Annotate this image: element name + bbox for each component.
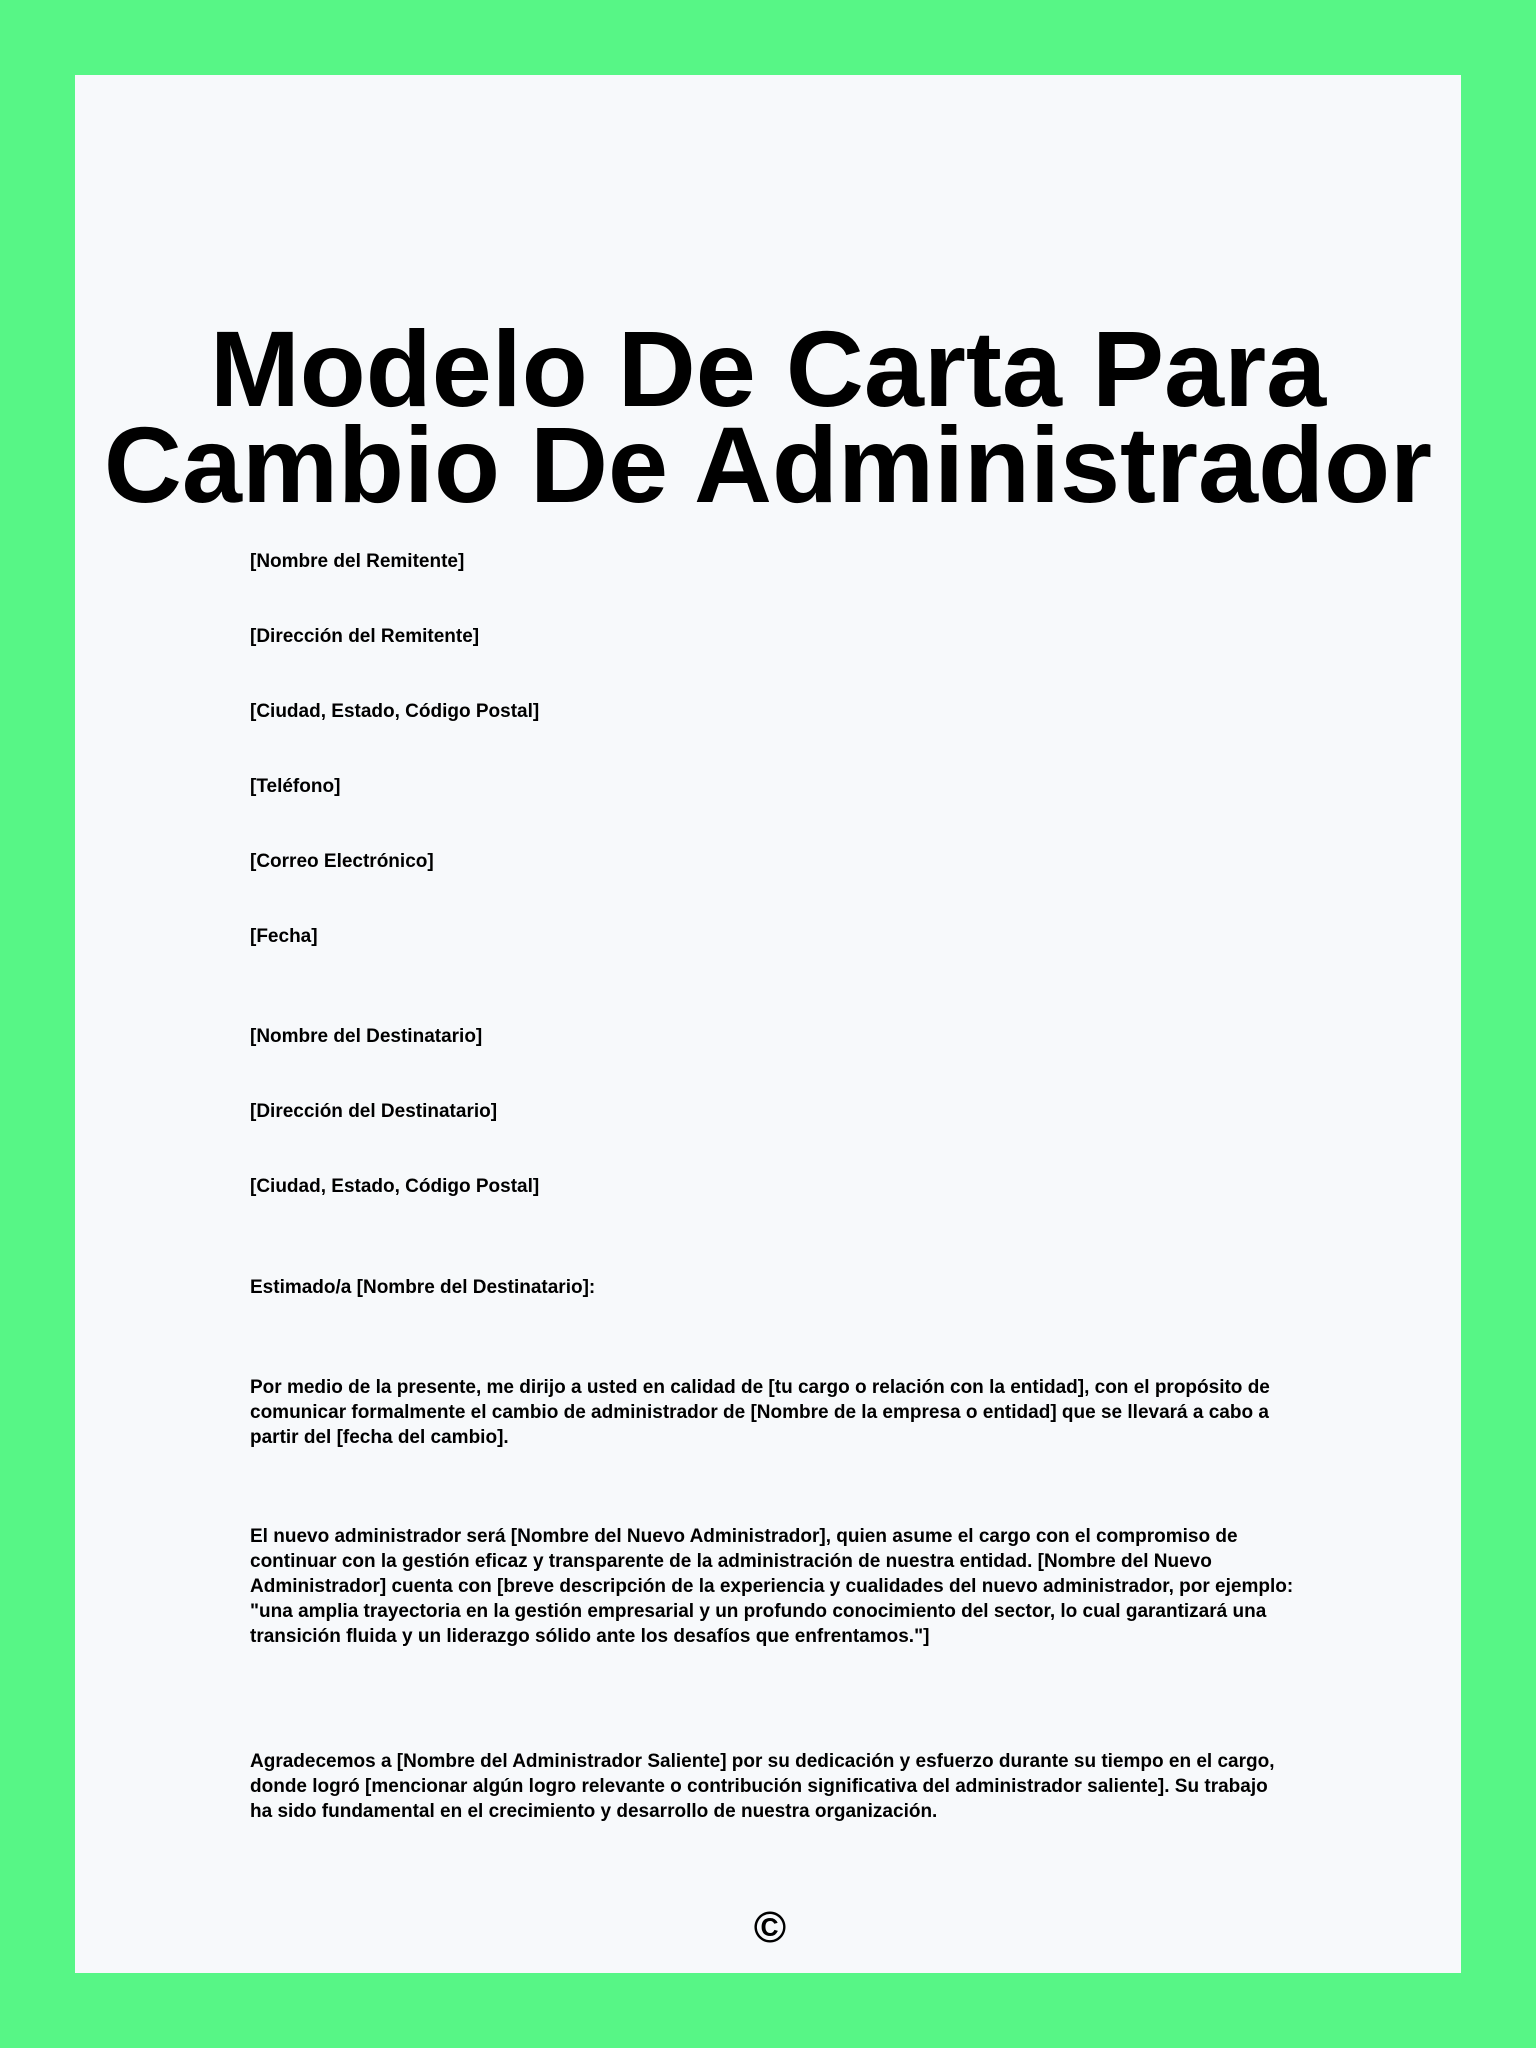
sender-email: [Correo Electrónico] — [250, 851, 434, 872]
recipient-name: [Nombre del Destinatario] — [250, 1026, 483, 1047]
body-paragraph-2: El nuevo administrador será [Nombre del Nuevo Administrador], quien asume el cargo con el compromiso de continuar con la gestión eficaz y transparente de la administración de nuestra entidad. [Nombre del Nuevo Administrador] cuenta con [breve descripción de la experiencia y cualidades del nuevo administrador, por ejemplo: "una amplia trayectoria en la gestión empresarial y un profundo conocimiento del sector, lo cual garantizará una transición fluida y un liderazgo sólido ante los desafíos que enfrentamos."] — [250, 1526, 1294, 1647]
body-paragraph-1: Por medio de la presente, me dirijo a usted en calidad de [tu cargo o relación con la entidad], con el propósito de comunicar formalmente el cambio de administrador de [Nombre de la empresa o entidad] que se llevará a cabo a partir del [fecha del cambio]. — [250, 1377, 1270, 1448]
recipient-address: [Dirección del Destinatario] — [250, 1101, 498, 1122]
letter-date: [Fecha] — [250, 926, 318, 947]
sender-name: [Nombre del Remitente] — [250, 551, 465, 572]
sender-city: [Ciudad, Estado, Código Postal] — [250, 701, 540, 722]
sender-address: [Dirección del Remitente] — [250, 626, 480, 647]
page-title — [75, 308, 1461, 525]
title-line-1: Modelo De Carta Para — [209, 308, 1327, 429]
body-paragraph-3: Agradecemos a [Nombre del Administrador Saliente] por su dedicación y esfuerzo durante su tiempo en el cargo, donde logró [mencionar algún logro relevante o contribución significativa del administrador saliente]. Su trabajo ha sido fundamental en el crecimiento y desarrollo de nuestra organización. — [250, 1751, 1275, 1822]
title-line-2: Cambio De Administrador — [103, 404, 1433, 525]
recipient-city: [Ciudad, Estado, Código Postal] — [250, 1176, 540, 1197]
copyright-icon: © — [753, 1903, 787, 1952]
letter-page — [75, 75, 1461, 1973]
greeting: Estimado/a [Nombre del Destinatario]: — [250, 1277, 596, 1298]
sender-phone: [Teléfono] — [250, 776, 341, 797]
